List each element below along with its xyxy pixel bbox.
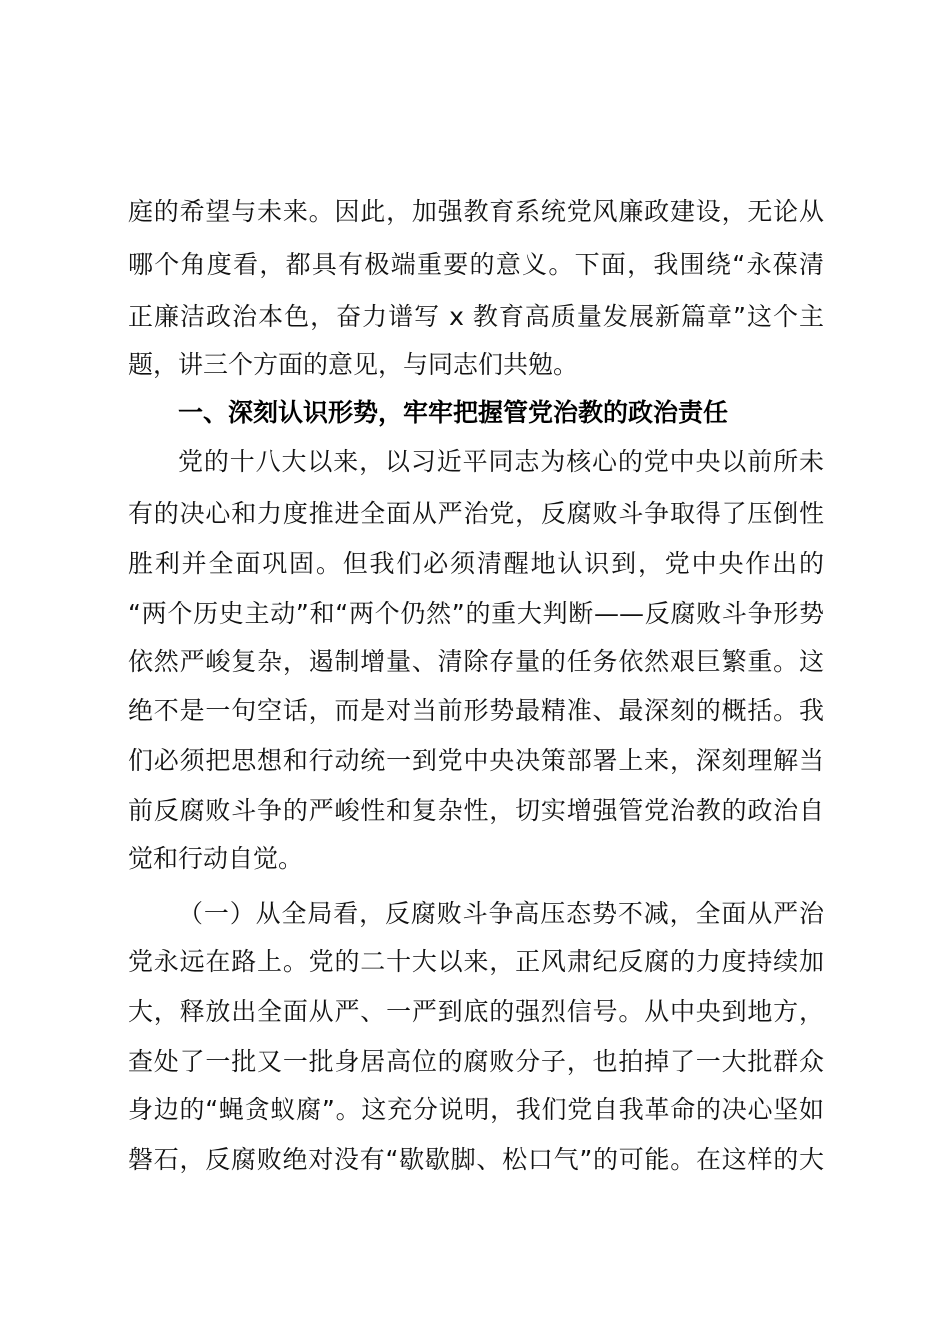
text-line: 觉和行动自觉。 <box>128 844 304 873</box>
text-line: 身边的“蝇贪蚁腐”。这充分说明，我们党自我革命的决心坚如 <box>128 1095 824 1124</box>
section-heading: 一、深刻认识形势，牢牢把握管党治教的政治责任 <box>178 398 729 427</box>
paragraph-first-line: 党的十八大以来，以习近平同志为核心的党中央以前所未 <box>178 447 824 476</box>
text-line: 哪个角度看，都具有极端重要的意义。下面，我围绕“永葆清 <box>128 250 824 279</box>
text-line: 查处了一批又一批身居高位的腐败分子，也拍掉了一大批群众 <box>128 1047 824 1076</box>
text-line: “两个历史主动”和“两个仍然”的重大判断——反腐败斗争形势 <box>128 599 824 628</box>
text-line: 庭的希望与未来。因此，加强教育系统党风廉政建设，无论从 <box>128 197 824 226</box>
text-line: 党永远在路上。党的二十大以来，正风肃纪反腐的力度持续加 <box>128 947 824 976</box>
text-line: 胜利并全面巩固。但我们必须清醒地认识到，党中央作出的 <box>128 549 824 578</box>
text-line: 大，释放出全面从严、一严到底的强烈信号。从中央到地方， <box>128 997 824 1026</box>
text-line: 们必须把思想和行动统一到党中央决策部署上来，深刻理解当 <box>128 746 824 775</box>
text-line: 前反腐败斗争的严峻性和复杂性，切实增强管党治教的政治自 <box>128 796 824 825</box>
text-line: 题，讲三个方面的意见，与同志们共勉。 <box>128 350 579 379</box>
paragraph-first-line: （一）从全局看，反腐败斗争高压态势不减，全面从严治 <box>178 899 824 928</box>
text-line: 磐石，反腐败绝对没有“歇歇脚、松口气”的可能。在这样的大 <box>128 1145 824 1174</box>
text-line: 有的决心和力度推进全面从严治党，反腐败斗争取得了压倒性 <box>128 499 824 528</box>
text-line: 依然严峻复杂，遏制增量、清除存量的任务依然艰巨繁重。这 <box>128 647 824 676</box>
text-line: 正廉洁政治本色，奋力谱写 x 教育高质量发展新篇章”这个主 <box>128 302 824 331</box>
text-line: 绝不是一句空话，而是对当前形势最精准、最深刻的概括。我 <box>128 696 824 725</box>
